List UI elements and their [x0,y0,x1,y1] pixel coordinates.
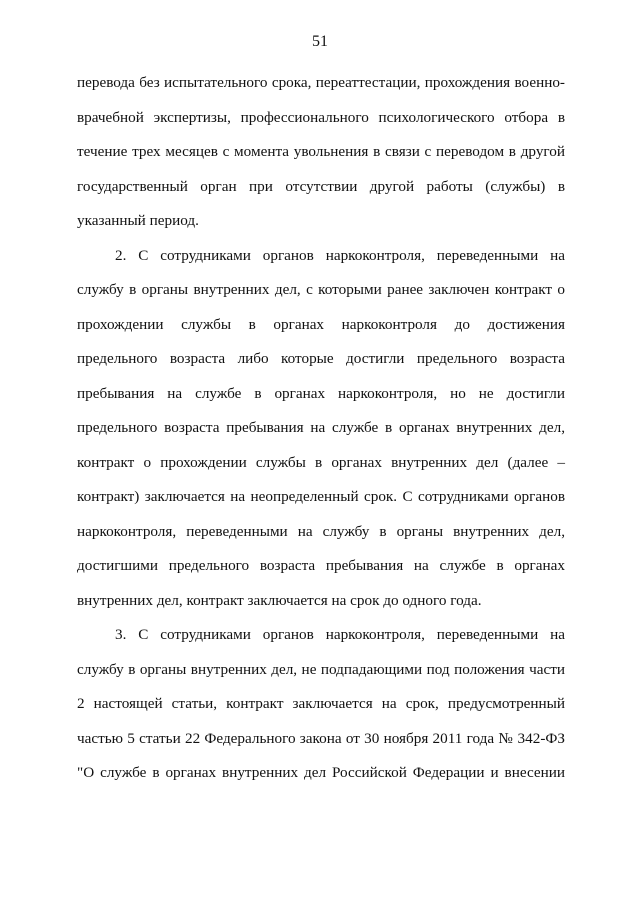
text-line: контракт) заключается на неопределенный срок. С сотрудниками органов [77,488,565,505]
text-line: перевода без испытательного срока, переаттестации, прохождения военно- [77,74,565,91]
text-line: 2 настоящей статьи, контракт заключается на срок, предусмотренный [77,695,565,712]
paragraph-item-2 [77,239,565,619]
text-line: предельного возраста пребывания на службе в органах внутренних дел, [77,419,565,436]
text-line: врачебной экспертизы, профессионального психологического отбора в [77,108,565,126]
text-line: 2. С сотрудниками органов наркоконтроля, переведенными на [115,246,565,264]
text-line: пребывания на службе в органах наркоконтроля, но не достигли [77,384,565,402]
text-line: службу в органы внутренних дел, не подпадающими под положения части [77,660,565,678]
text-line: "О службе в органах внутренних дел Российской Федерации и внесении [77,764,565,781]
text-line: указанный период. [77,212,199,229]
page-number: 51 [312,33,328,50]
text-line: внутренних дел, контракт заключается на срок до одного года. [77,591,482,609]
text-line: прохождении службы в органах наркоконтроля до достижения [77,315,565,333]
text-line: 3. С сотрудниками органов наркоконтроля, переведенными на [115,626,565,643]
text-line: достигшими предельного возраста пребывания на службе в органах [77,557,565,574]
text-line: течение трех месяцев с момента увольнения в связи с переводом в другой [77,143,565,160]
text-line: наркоконтроля, переведенными на службу в органы внутренних дел, [77,522,565,540]
text-line: государственный орган при отсутствии другой работы (службы) в [77,177,565,195]
document-body [77,66,565,791]
text-line: контракт о прохождении службы в органах внутренних дел (далее – [77,453,565,471]
text-line: предельного возраста либо которые достигли предельного возраста [77,350,565,367]
paragraph-continuation [77,66,565,239]
text-line: службу в органы внутренних дел, с которыми ранее заключен контракт о [77,281,565,298]
paragraph-item-3 [77,618,565,791]
text-line: частью 5 статьи 22 Федерального закона от 30 ноября 2011 года № 342-ФЗ [77,729,565,747]
